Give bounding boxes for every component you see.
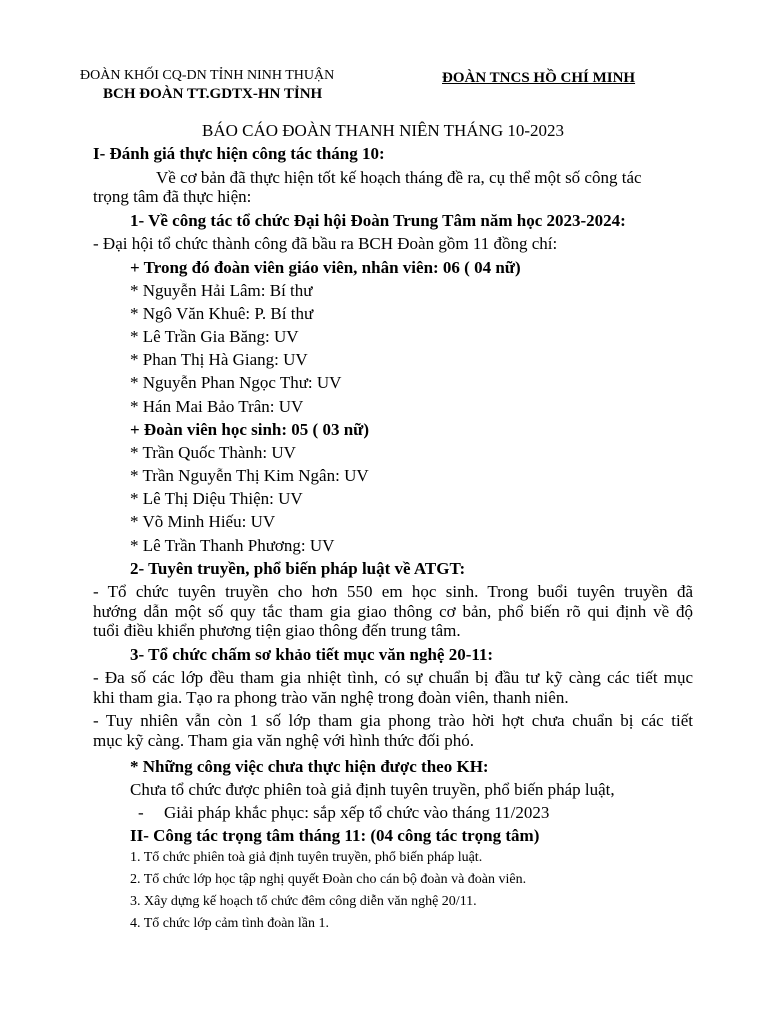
student-member: * Võ Minh Hiếu: UV: [130, 512, 276, 531]
teacher-member: * Phan Thị Hà Giang: UV: [130, 350, 308, 369]
student-member: * Trần Quốc Thành: UV: [130, 443, 296, 462]
header-left-org: ĐOÀN KHỐI CQ-DN TỈNH NINH THUẬN: [80, 68, 335, 83]
header-left-unit: BCH ĐOÀN TT.GDTX-HN TỈNH: [103, 86, 323, 102]
teacher-member: * Hán Mai Bảo Trân: UV: [130, 397, 304, 416]
teachers-heading: + Trong đó đoàn viên giáo viên, nhân viên: 06 ( 04 nữ): [130, 258, 521, 277]
item2-line2: hướng dẫn một số quy tắc tham gia giao thông cơ bản, phổ biến rõ qui định về độ: [93, 602, 693, 621]
header-right-org: ĐOÀN TNCS HỒ CHÍ MINH: [442, 70, 636, 86]
item1-heading: 1- Về công tác tổ chức Đại hội Đoàn Trung Tâm năm học 2023-2024:: [130, 211, 626, 230]
teacher-member: * Ngô Văn Khuê: P. Bí thư: [130, 304, 314, 323]
section2-task: 3. Xây dựng kế hoạch tổ chức đêm công diễn văn nghệ 20/11.: [130, 894, 477, 909]
pending-heading: * Những công việc chưa thực hiện được theo KH:: [130, 757, 489, 776]
section2-heading: II- Công tác trọng tâm tháng 11: (04 công tác trọng tâm): [130, 826, 540, 845]
teacher-member: * Lê Trần Gia Băng: UV: [130, 327, 299, 346]
pending-line1: Chưa tổ chức được phiên toà giả định tuyên truyền, phổ biến pháp luật,: [130, 780, 615, 799]
section2-task: 2. Tổ chức lớp học tập nghị quyết Đoàn cho cán bộ đoàn và đoàn viên.: [130, 872, 527, 887]
item3-line3: - Tuy nhiên vẫn còn 1 số lớp tham gia phong trào hời hợt chưa chuẩn bị các tiết: [93, 711, 693, 730]
item1-summary: - Đại hội tổ chức thành công đã bầu ra BCH Đoàn gồm 11 đồng chí:: [93, 234, 558, 253]
section1-intro-line2: trọng tâm đã thực hiện:: [93, 187, 252, 206]
pending-solution: Giải pháp khắc phục: sắp xếp tổ chức vào tháng 11/2023: [164, 803, 550, 822]
student-member: * Lê Thị Diệu Thiện: UV: [130, 489, 303, 508]
students-heading: + Đoàn viên học sinh: 05 ( 03 nữ): [130, 420, 370, 439]
report-title: BÁO CÁO ĐOÀN THANH NIÊN THÁNG 10-2023: [202, 121, 565, 140]
item3-line1: - Đa số các lớp đều tham gia nhiệt tình, có sự chuẩn bị đầu tư kỹ càng các tiết mục: [93, 668, 693, 687]
item2-line1: - Tổ chức tuyên truyền cho hơn 550 em học sinh. Trong buổi tuyên truyền đã: [93, 582, 693, 601]
item3-heading: 3- Tổ chức chấm sơ khảo tiết mục văn nghệ 20-11:: [130, 645, 494, 664]
teacher-member: * Nguyễn Phan Ngọc Thư: UV: [130, 373, 342, 392]
section2-task: 4. Tổ chức lớp cảm tình đoàn lần 1.: [130, 916, 330, 931]
item3-line2: khi tham gia. Tạo ra phong trào văn nghệ trong đoàn viên, thanh niên.: [93, 688, 569, 707]
student-member: * Trần Nguyễn Thị Kim Ngân: UV: [130, 466, 369, 485]
student-member: * Lê Trần Thanh Phương: UV: [130, 536, 335, 555]
section2-task: 1. Tổ chức phiên toà giả định tuyên truyền, phổ biến pháp luật.: [130, 850, 483, 865]
item2-line3: tuổi điều khiển phương tiện giao thông đến trung tâm.: [93, 621, 461, 640]
item2-heading: 2- Tuyên truyền, phổ biến pháp luật về ATGT:: [130, 559, 466, 578]
item3-line4: mục kỹ càng. Tham gia văn nghệ với hình thức đối phó.: [93, 731, 474, 750]
section1-heading: I- Đánh giá thực hiện công tác tháng 10:: [93, 144, 385, 163]
pending-solution-bullet: -: [138, 803, 144, 822]
section1-intro-line1: Về cơ bản đã thực hiện tốt kế hoạch tháng đề ra, cụ thể một số công tác: [156, 168, 642, 187]
teacher-member: * Nguyễn Hải Lâm: Bí thư: [130, 281, 313, 300]
